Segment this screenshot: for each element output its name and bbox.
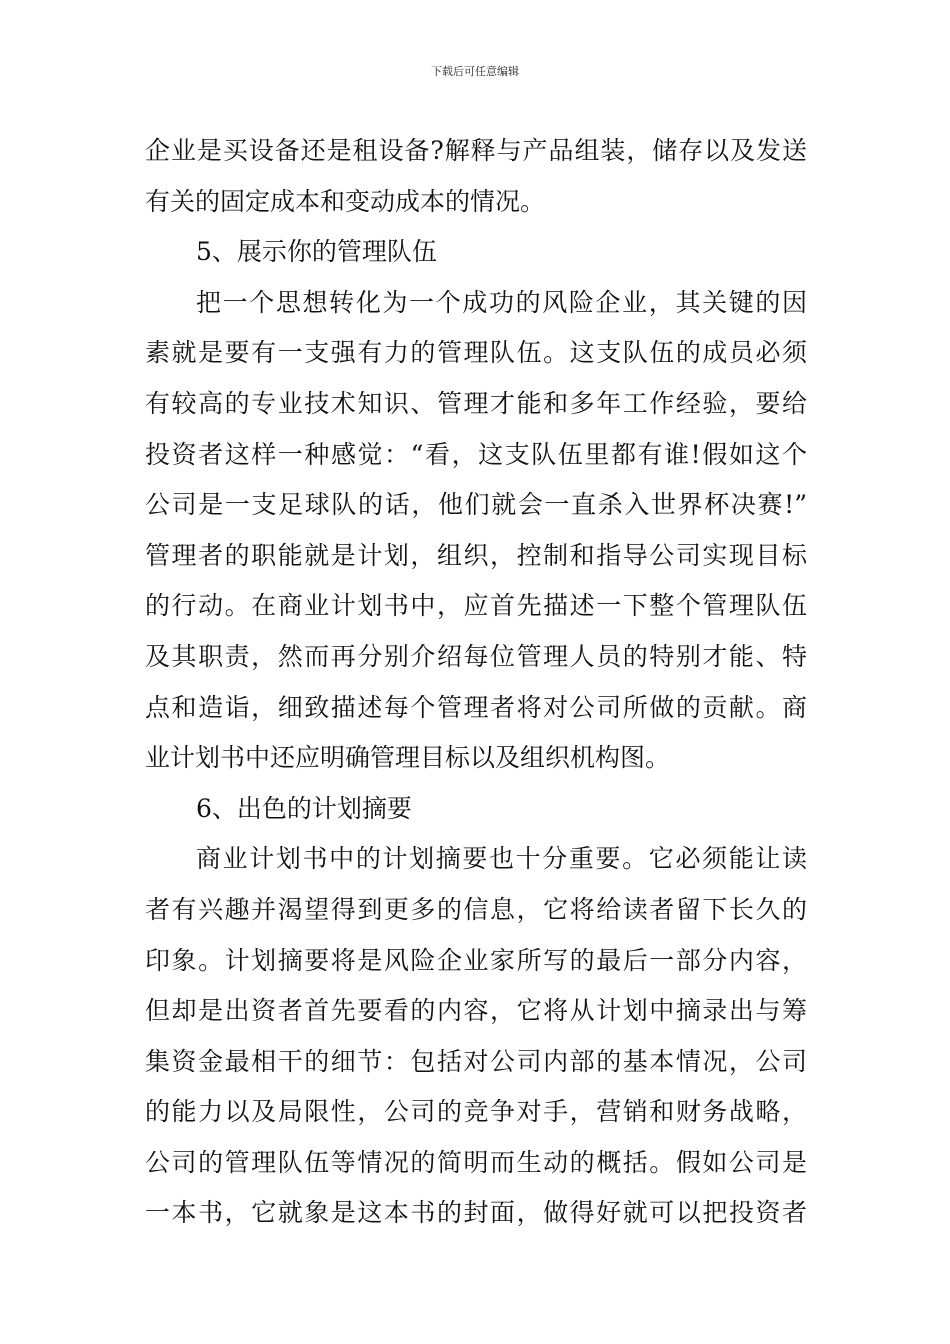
- document-body: [145, 126, 807, 1239]
- paragraph-3-line-2: 者有兴趣并渴望得到更多的信息，它将给读者留下长久的: [145, 894, 807, 924]
- paragraph-2-line-9: 点和造诣，细致描述每个管理者将对公司所做的贡献。商: [145, 692, 807, 722]
- paragraph-2-line-2: 素就是要有一支强有力的管理队伍。这支队伍的成员必须: [145, 338, 807, 368]
- section-heading-6: 6、出色的计划摘要: [196, 793, 412, 823]
- paragraph-3-line-8: 一本书，它就象是这本书的封面，做得好就可以把投资者: [145, 1198, 807, 1228]
- paragraph-3-line-7: 公司的管理队伍等情况的简明而生动的概括。假如公司是: [145, 1147, 807, 1177]
- paragraph-3-line-5: 集资金最相干的细节：包括对公司内部的基本情况，公司: [145, 1046, 807, 1076]
- paragraph-2-line-4: 投资者这样一种感觉：“看，这支队伍里都有谁!假如这个: [145, 439, 807, 469]
- paragraph-2-line-8: 及其职责，然而再分别介绍每位管理人员的特别才能、特: [145, 641, 807, 671]
- paragraph-3-line-6: 的能力以及局限性，公司的竞争对手，营销和财务战略，: [145, 1097, 807, 1127]
- paragraph-3-line-3: 印象。计划摘要将是风险企业家所写的最后一部分内容，: [145, 945, 807, 975]
- paragraph-2-line-10: 业计划书中还应明确管理目标以及组织机构图。: [145, 743, 671, 773]
- paragraph-3-line-4: 但却是出资者首先要看的内容，它将从计划中摘录出与筹: [145, 996, 807, 1026]
- paragraph-2-line-1: 把一个思想转化为一个成功的风险企业，其关键的因: [196, 287, 807, 317]
- paragraph-1-line-2: 有关的固定成本和变动成本的情况。: [145, 186, 546, 216]
- paragraph-2-line-3: 有较高的专业技术知识、管理才能和多年工作经验，要给: [145, 388, 807, 418]
- page-header-note: 下载后可任意编辑: [431, 65, 519, 78]
- paragraph-3-line-1: 商业计划书中的计划摘要也十分重要。它必须能让读: [196, 844, 807, 874]
- paragraph-1-line-1: 企业是买设备还是租设备?解释与产品组装，储存以及发送: [145, 136, 807, 165]
- section-heading-5: 5、展示你的管理队伍: [196, 237, 437, 267]
- paragraph-2-line-7: 的行动。在商业计划书中，应首先描述一下整个管理队伍: [145, 591, 807, 621]
- paragraph-2-line-5: 公司是一支足球队的话，他们就会一直杀入世界杯决赛!”: [145, 490, 807, 520]
- paragraph-2-line-6: 管理者的职能就是计划，组织，控制和指导公司实现目标: [145, 540, 807, 570]
